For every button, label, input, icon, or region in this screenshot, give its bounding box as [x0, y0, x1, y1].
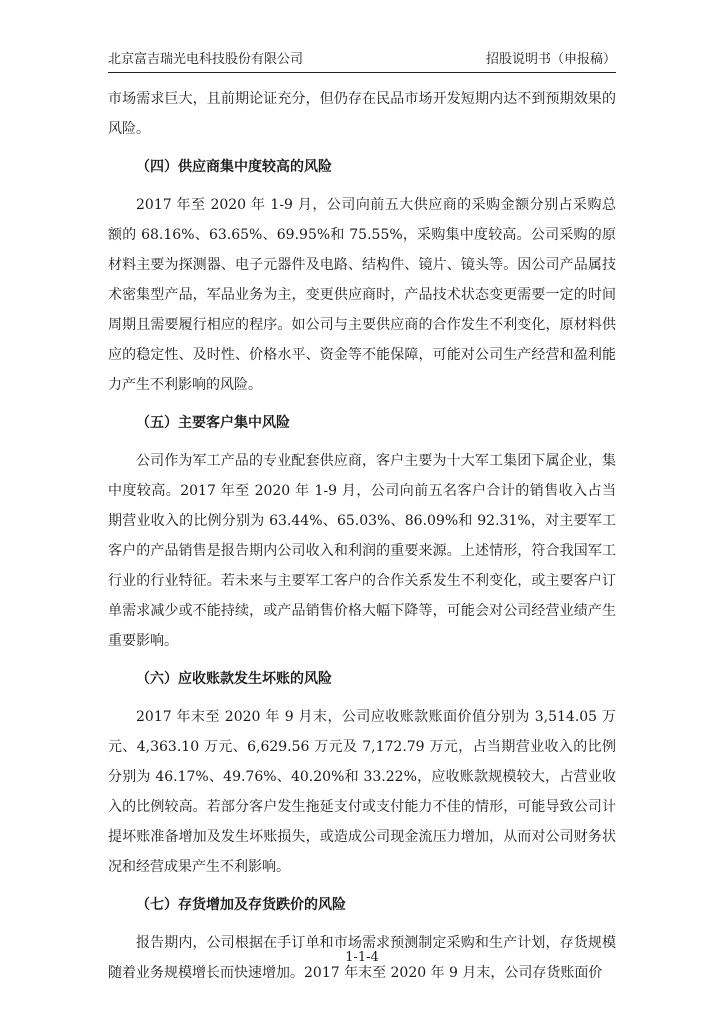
paragraph-supplier-concentration: 2017 年至 2020 年 1-9 月，公司向前五大供应商的采购金额分别占采购总额的 68.16%、63.65%、69.95%和 75.55%，采购集中度较高。公司采购的原材料主要为探测器、电子元器件及电路、结构件、镜片、镜头等。因公司产品属技术密集型产品，军品业务为主，变更供应商时，产品技术状态变更需要一定的时间周期且需要履行相应的程序。如公司与主要供应商的合作发生不利变化，原材料供应的稳定性、及时性、价格水平、资金等不能保障，可能对公司生产经营和盈利能力产生不利影响的风险。: [108, 197, 616, 393]
document-title: 招股说明书（申报稿）: [485, 52, 616, 67]
section-heading-bad-debt: （六）应收账款发生坏账的风险: [136, 671, 332, 687]
paragraph-customer-concentration: 公司作为军工产品的专业配套供应商，客户主要为十大军工集团下属企业，集中度较高。2017 年至 2020 年 1-9 月，公司向前五名客户合计的销售收入占当期营业收入的比例分别为 63.44%、65.03%、86.09%和 92.31%，对主要军工客户的产品销售是报告期内公司收入和利润的重要来源。上述情形，符合我国军工行业的行业特征。若未来与主要军工客户的合作关系发生不利变化，或主要客户订单需求减少或不能持续，或产品销售价格大幅下降等，可能会对公司经营业绩产生重要影响。: [108, 453, 616, 649]
document-body: [108, 84, 616, 988]
paragraph-inventory: 报告期内，公司根据在手订单和市场需求预测制定采购和生产计划，存货规模随着业务规模增长而快速增加。2017 年末至 2020 年 9 月末，公司存货账面价: [108, 935, 616, 981]
section-heading-supplier-concentration: （四）供应商集中度较高的风险: [136, 159, 332, 175]
company-name: 北京富吉瑞光电科技股份有限公司: [108, 52, 304, 67]
section-heading-inventory: （七）存货增加及存货跌价的风险: [136, 897, 346, 913]
page-number: 1-1-4: [345, 950, 379, 965]
paragraph-bad-debt: 2017 年末至 2020 年 9 月末，公司应收账款账面价值分别为 3,514.05 万元、4,363.10 万元、6,629.56 万元及 7,172.79 万元，占当期营业收入的比例分别为 46.17%、49.76%、40.20%和 33.22%，应收账款规模较大，占营业收入的比例较高。若部分客户发生拖延支付或支付能力不佳的情形，可能导致公司计提坏账准备增加及发生坏账损失，或造成公司现金流压力增加，从而对公司财务状况和经营成果产生不利影响。: [108, 709, 616, 875]
section-heading-customer-concentration: （五）主要客户集中风险: [136, 415, 290, 431]
paragraph-continued: 市场需求巨大，且前期论证充分，但仍存在民品市场开发短期内达不到预期效果的风险。: [108, 91, 616, 137]
header-divider: [108, 72, 616, 73]
page-header: [108, 50, 616, 70]
